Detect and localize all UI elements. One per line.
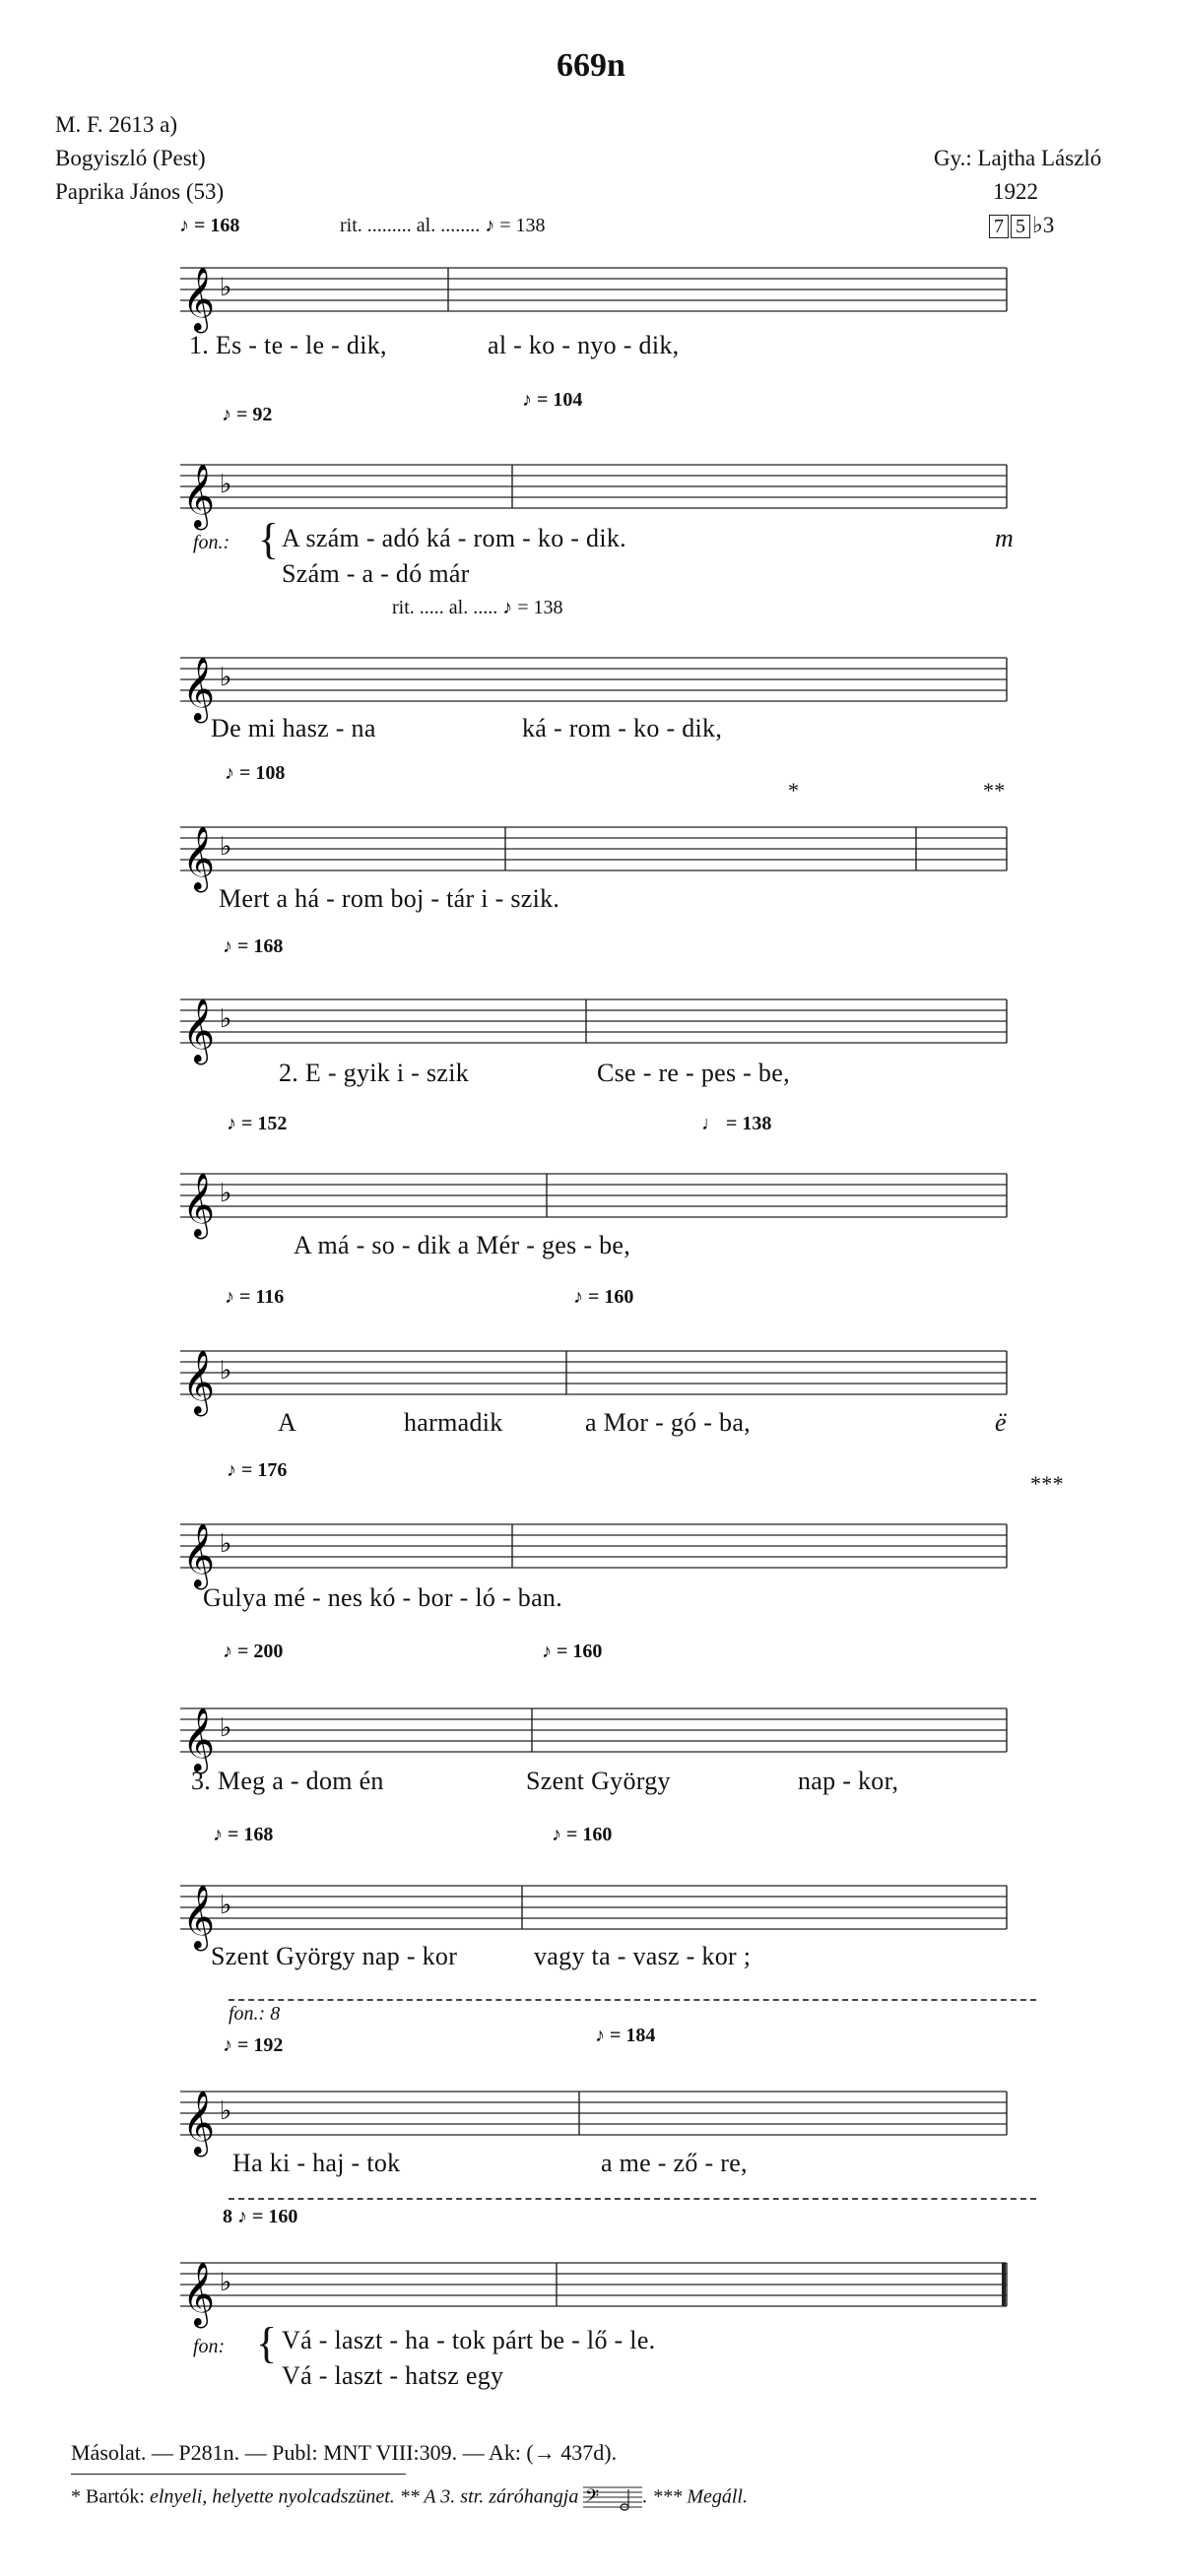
lyric-line: A má - so - dik a Mér - ges - be,	[294, 1231, 631, 1259]
tempo-marking: ♪ = 104	[522, 389, 583, 411]
flat-key-icon: ♭	[220, 1179, 232, 1208]
flat-key-icon: ♭	[220, 1356, 232, 1385]
flat-key-icon: ♭	[220, 2096, 232, 2126]
footnote-body: elnyeli, helyette nyolcadszünet. ** A 3. str. záróhangja	[150, 2485, 579, 2508]
flat-key-icon: ♭	[220, 1529, 232, 1559]
page-title: 669n	[557, 47, 625, 84]
tempo-marking: ♪ = 160	[542, 1641, 603, 1662]
fon-label: fon:	[193, 2336, 226, 2357]
tempo-marking: ♪ = 152	[227, 1113, 288, 1134]
flat-key-icon: ♭	[220, 663, 232, 692]
publication-line: Másolat. — P281n. — Publ: MNT VIII:309. — Ak: (→ 437d).	[71, 2440, 618, 2465]
fon-label: fon.:	[193, 532, 230, 553]
tempo-marking: ♪ = 176	[227, 1459, 288, 1481]
lyric-line-lower: Vá - laszt - hatsz egy	[282, 2361, 504, 2390]
tempo-marking: rit. ..... al. ..... ♪ = 138	[392, 597, 563, 618]
lyric-line: a Mor - gó - ba,	[585, 1408, 751, 1437]
lyric-line: harmadik	[404, 1408, 503, 1437]
treble-clef-icon: 𝄞	[182, 2262, 216, 2326]
tempo-marking: rit. ......... al. ........ ♪ = 138	[340, 215, 546, 236]
lyric-line: al - ko - nyo - dik,	[488, 331, 680, 359]
final-barline	[1002, 2263, 1006, 2306]
treble-clef-icon: 𝄞	[182, 657, 216, 721]
brace: {	[256, 2319, 278, 2367]
tempo-marking: ♪ = 92	[222, 404, 273, 425]
lyric-line: 2. E - gyik i - szik	[279, 1059, 470, 1087]
lyric-line: a me - ző - re,	[601, 2149, 748, 2177]
footnote-end: . *** Megáll.	[642, 2485, 748, 2508]
footnote-prefix: * Bartók:	[71, 2485, 150, 2508]
footnote-mark: ***	[1030, 1471, 1064, 1496]
lyric-line-upper: A szám - adó ká - rom - ko - dik.	[282, 524, 626, 552]
treble-clef-icon: 𝄞	[182, 2091, 216, 2155]
footnote-mark: *	[788, 778, 800, 803]
treble-clef-icon: 𝄞	[182, 998, 216, 1063]
tempo-marking: 8 ♪ = 160	[223, 2206, 298, 2227]
treble-clef-icon: 𝄞	[182, 267, 216, 331]
lyric-line: A	[278, 1408, 297, 1437]
tempo-marking: ♪ = 160	[573, 1286, 634, 1308]
lyric-line: nap - kor,	[798, 1767, 899, 1795]
svg-text:𝄢: 𝄢	[585, 2486, 600, 2511]
bass-clef-note-figure	[583, 2483, 642, 2513]
lyric-line: 1. Es - te - le - dik,	[189, 331, 387, 359]
tempo-marking: ♪ = 168	[213, 1824, 274, 1845]
lyric-line: Ha ki - haj - tok	[232, 2149, 401, 2177]
treble-clef-icon: 𝄞	[182, 1173, 216, 1237]
lyric-line: Szent György nap - kor	[211, 1942, 458, 1970]
treble-clef-icon: 𝄞	[182, 464, 216, 528]
footnote-rule	[71, 2474, 406, 2475]
tempo-marking: ♪ = 160	[552, 1824, 613, 1845]
tempo-marking: ♪ = 184	[595, 2025, 656, 2046]
performer: Paprika János (53)	[55, 179, 225, 204]
flat-key-icon: ♭	[220, 2268, 232, 2297]
treble-clef-icon: 𝄞	[182, 1707, 216, 1771]
flat-key-icon: ♭	[220, 470, 232, 499]
tempo-marking: ♪ = 116	[225, 1286, 285, 1308]
lyric-line: De mi hasz - na	[211, 714, 376, 742]
location: Bogyiszló (Pest)	[55, 146, 206, 170]
flat-key-icon: ♭	[220, 832, 232, 862]
tempo-marking: ♪ = 108	[225, 762, 286, 784]
tempo-marking: ♪ = 168	[223, 935, 284, 957]
footnote-mark: **	[983, 778, 1006, 803]
footnote-text	[71, 2483, 748, 2513]
lyric-line: Gulya mé - nes kó - bor - ló - ban.	[203, 1583, 563, 1612]
octave-mark: fon.: 8	[229, 2003, 281, 2025]
treble-clef-icon: 𝄞	[182, 826, 216, 890]
lyric-line: ká - rom - ko - dik,	[522, 714, 723, 742]
tempo-marking: ♪ = 192	[223, 2034, 284, 2056]
tempo-marking: ♪ = 200	[223, 1641, 284, 1662]
lyric-line: Cse - re - pes - be,	[597, 1059, 790, 1087]
lyric-vowel: ë	[995, 1408, 1007, 1437]
meter-box-2: 5	[1011, 215, 1030, 238]
collection-id: M. F. 2613 a)	[55, 112, 178, 137]
lyric-line-upper: Vá - laszt - ha - tok párt be - lő - le.	[282, 2326, 656, 2354]
lyric-line: vagy ta - vasz - kor ;	[534, 1942, 752, 1970]
treble-clef-icon: 𝄞	[182, 1523, 216, 1587]
lyric-line-lower: Szám - a - dó már	[282, 559, 470, 588]
flat-key-icon: ♭	[220, 1004, 232, 1034]
collector-year: 1922	[993, 179, 1038, 204]
lyric-line: Szent György	[526, 1767, 671, 1795]
collector-name: Gy.: Lajtha László	[934, 146, 1102, 170]
treble-clef-icon: 𝄞	[182, 1885, 216, 1949]
meter-box-1: 7	[989, 215, 1009, 238]
brace: {	[258, 515, 280, 563]
lyric-line: 3. Meg a - dom én	[191, 1767, 384, 1795]
flat-key-icon: ♭	[220, 1891, 232, 1920]
tempo-marking: ♩ = 138	[701, 1113, 772, 1134]
lyric-line: Mert a há - rom boj - tár i - szik.	[219, 884, 560, 913]
tempo-marking: ♪ = 168	[179, 215, 240, 236]
treble-clef-icon: 𝄞	[182, 1350, 216, 1414]
lyric-hum: m	[995, 524, 1014, 552]
flat-key-icon: ♭	[220, 1713, 232, 1743]
flat-key-icon: ♭	[220, 273, 232, 302]
meter-flat: ♭3	[1032, 213, 1055, 237]
